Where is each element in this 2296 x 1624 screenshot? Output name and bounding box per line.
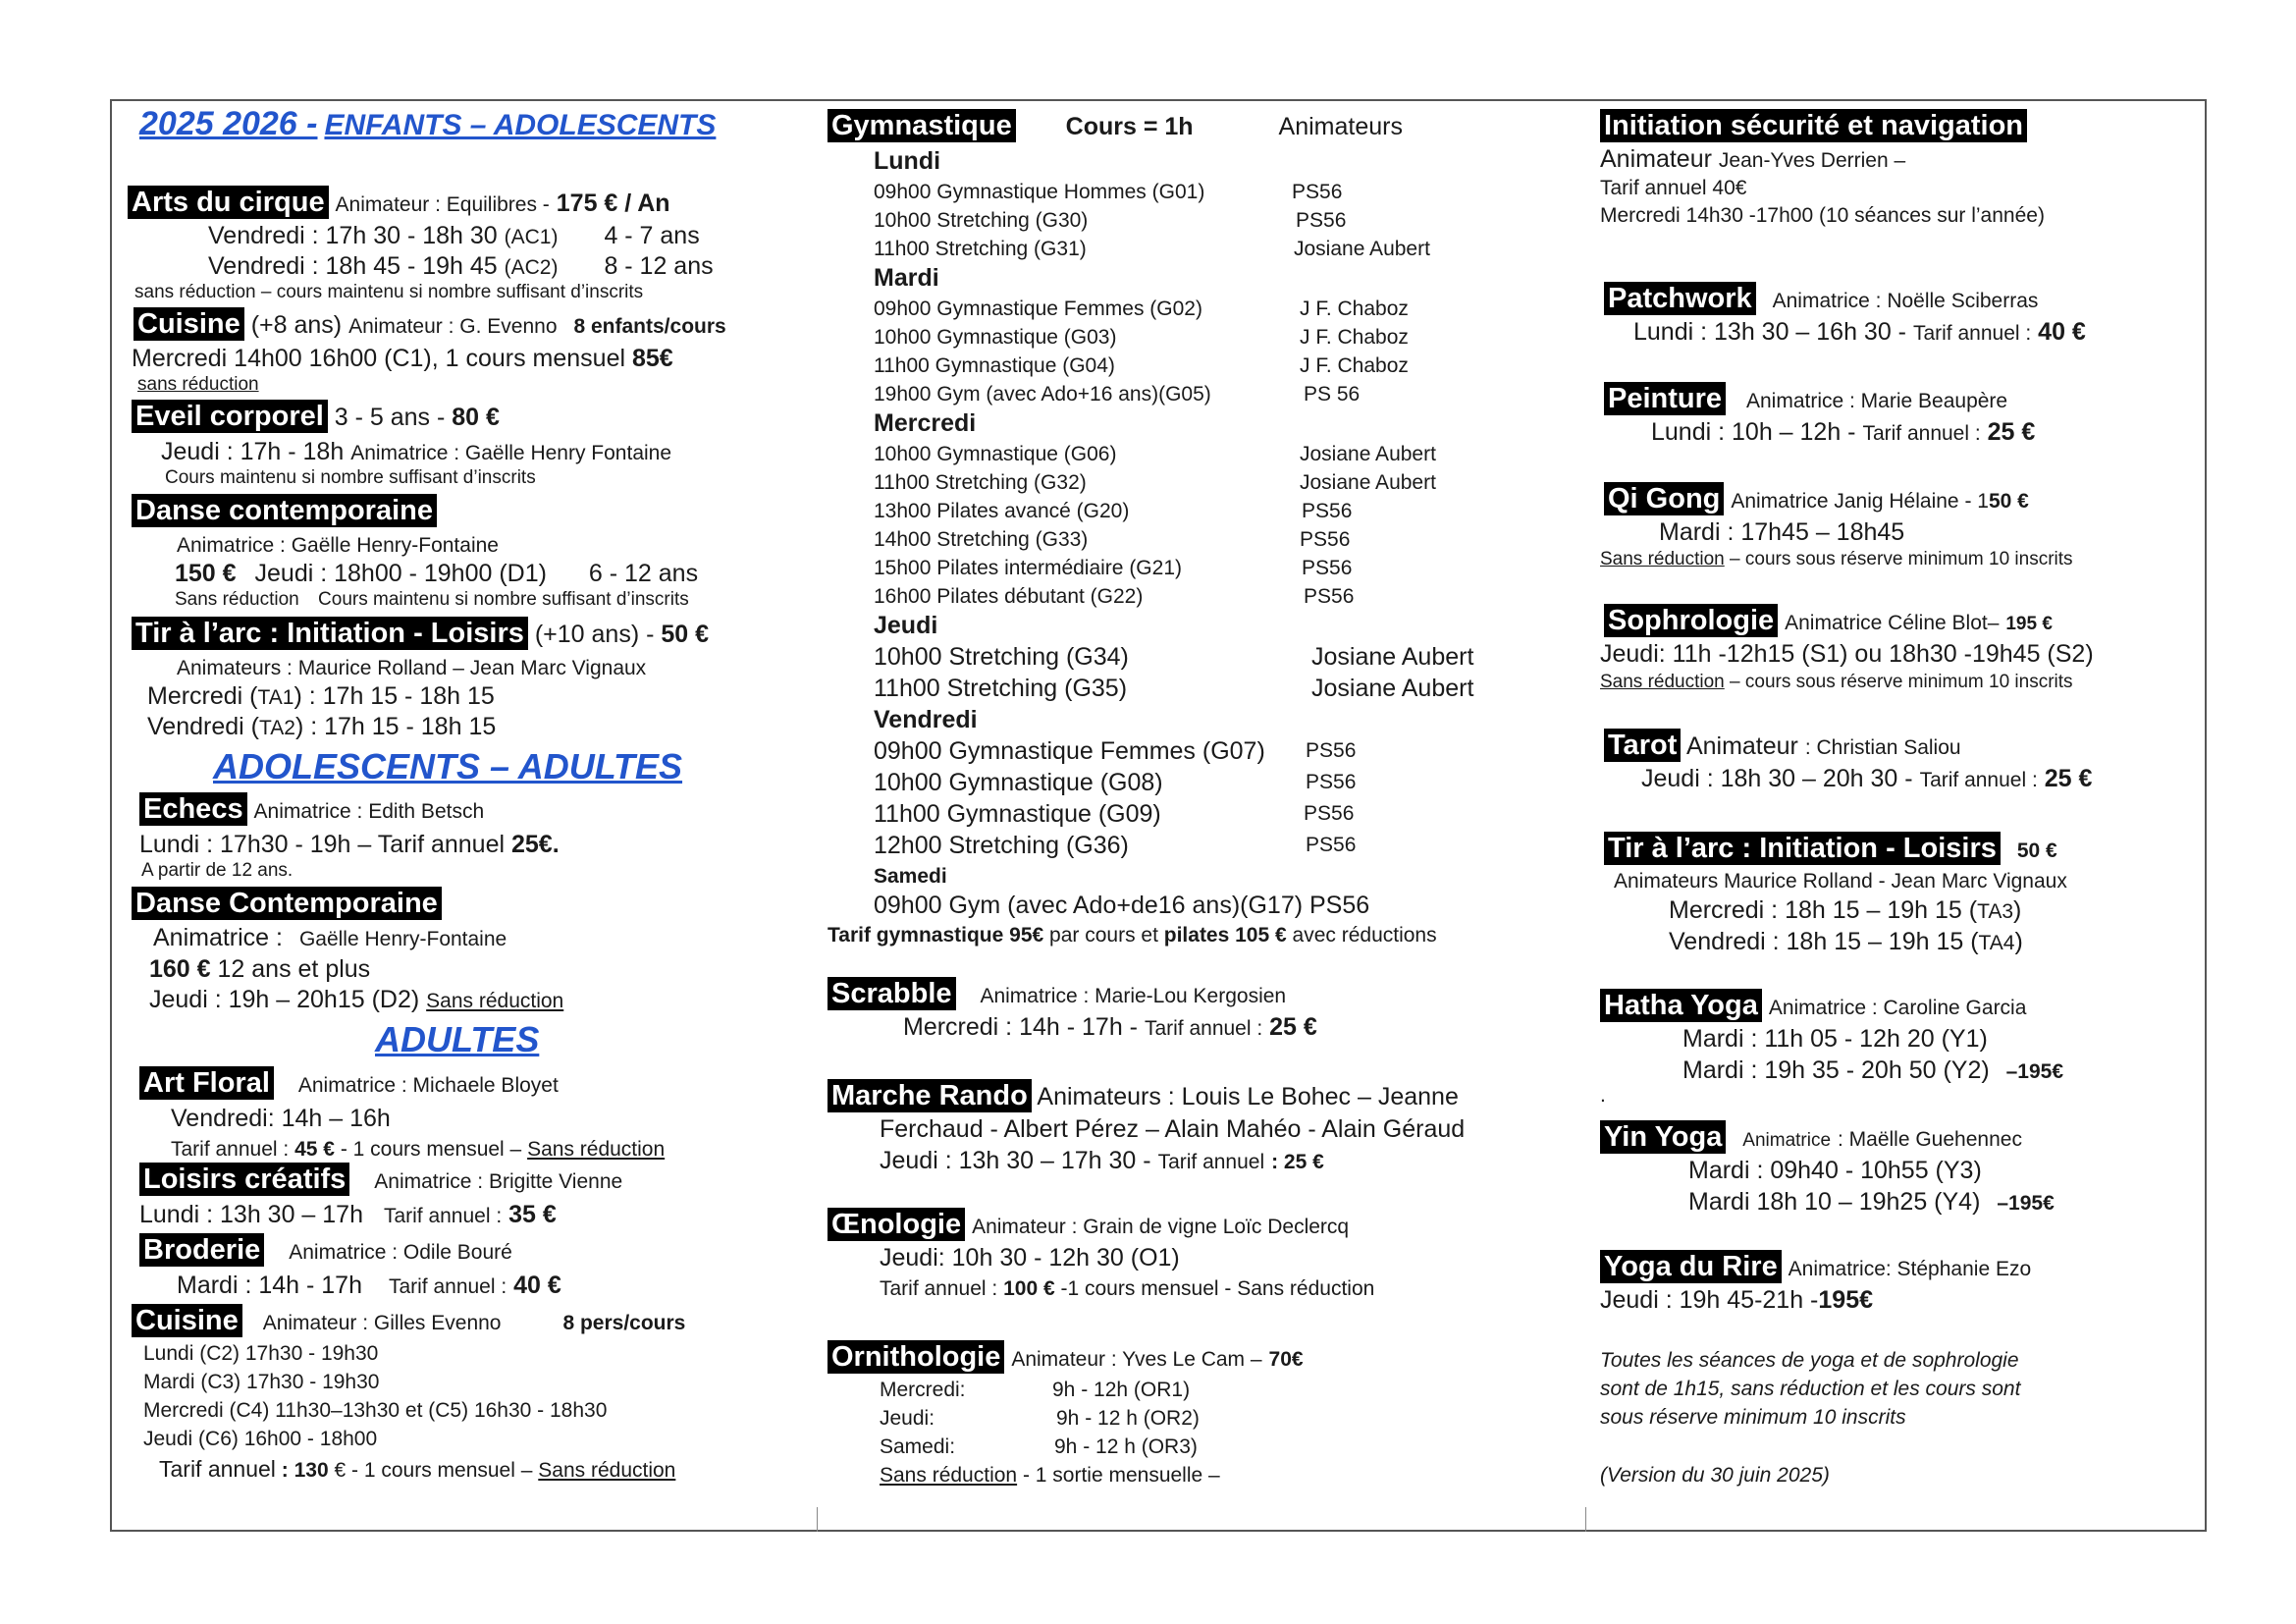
oenologie-line: Jeudi: 10h 30 - 12h 30 (O1) xyxy=(880,1244,1180,1272)
gym-class: 14h00 Stretching (G33) PS56 xyxy=(874,528,1351,551)
gym-class: 11h00 Gymnastique (G09) PS56 xyxy=(874,800,1355,828)
yoga-rire-header: Yoga du Rire Animatrice: Stéphanie Ezo xyxy=(1600,1250,2031,1284)
cuisine-adultes-header: Cuisine Animateur : Gilles Evenno 8 pers/cours xyxy=(132,1304,685,1338)
ornithologie-row: Samedi: 9h - 12 h (OR3) xyxy=(880,1435,1198,1458)
yin-yoga-line1: Mardi : 09h40 - 10h55 (Y3) xyxy=(1688,1157,1982,1184)
hatha-yoga-header: Hatha Yoga Animatrice : Caroline Garcia xyxy=(1600,989,2026,1023)
initiation-anim: Animateur Jean-Yves Derrien – xyxy=(1600,145,1906,173)
gym-class: 19h00 Gym (avec Ado+16 ans)(G05) PS 56 xyxy=(874,383,1361,406)
section-title-ado-adultes: ADOLESCENTS – ADULTES xyxy=(213,746,683,786)
qigong-line: Mardi : 17h45 – 18h45 xyxy=(1659,518,1905,546)
hatha-yoga-dot: . xyxy=(1600,1084,1606,1107)
echecs-header: Echecs Animatrice : Edith Betsch xyxy=(139,792,484,827)
gym-class: 11h00 Stretching (G35) Josiane Aubert xyxy=(874,675,1474,702)
qigong-note: Sans réduction – cours sous réserve minimum 10 inscrits xyxy=(1600,549,2073,569)
eveil-header: Eveil corporel 3 - 5 ans - 80 € xyxy=(132,400,500,433)
arts-cirque-note: sans réduction – cours maintenu si nombre suffisant d’inscrits xyxy=(134,282,644,302)
patchwork-line: Lundi : 13h 30 – 16h 30 - Tarif annuel : 40 € xyxy=(1633,318,2086,346)
yin-yoga-line2: Mardi 18h 10 – 19h25 (Y4) –195€ xyxy=(1688,1188,2055,1216)
cuisine-adultes-l4: Jeudi (C6) 16h00 - 18h00 xyxy=(143,1428,378,1450)
sophrologie-header: Sophrologie Animatrice Céline Blot– 195 € xyxy=(1604,604,2053,639)
loisirs-creatifs-line: Lundi : 13h 30 – 17h Tarif annuel : 35 € xyxy=(139,1201,557,1228)
gym-day-samedi: Samedi xyxy=(874,865,947,888)
gym-day-vendredi: Vendredi xyxy=(874,706,978,733)
echecs-line: Lundi : 17h30 - 19h – Tarif annuel 25€. xyxy=(139,831,560,858)
danse-anim: Animatrice : Gaëlle Henry-Fontaine xyxy=(177,534,499,557)
tir-adultes-anim: Animateurs Maurice Rolland - Jean Marc Vignaux xyxy=(1614,870,2067,893)
footer-note-3: sous réserve minimum 10 inscrits xyxy=(1600,1406,1906,1429)
gym-class: 09h00 Gymnastique Hommes (G01) PS56 xyxy=(874,181,1343,203)
gym-class: 15h00 Pilates intermédiaire (G21) PS56 xyxy=(874,557,1353,579)
danse-adultes-line: Jeudi : 19h – 20h15 (D2) Sans réduction xyxy=(149,986,564,1013)
gym-class: 10h00 Stretching (G34) Josiane Aubert xyxy=(874,643,1474,671)
gym-class: 09h00 Gym (avec Ado+de16 ans)(G17) PS56 xyxy=(874,892,1370,919)
yoga-rire-line: Jeudi : 19h 45-21h -195€ xyxy=(1600,1286,1874,1314)
loisirs-creatifs-header: Loisirs créatifs Animatrice : Brigitte Vienne xyxy=(139,1163,622,1197)
page-title: 2025 2026 - ENFANTS – ADOLESCENTS xyxy=(139,105,717,142)
peinture-header: Peinture Animatrice : Marie Beaupère xyxy=(1604,382,2007,416)
gym-class: 11h00 Gymnastique (G04) J F. Chaboz xyxy=(874,354,1409,377)
danse-adultes-header: Danse Contemporaine xyxy=(132,887,442,920)
gym-tarif: Tarif gymnastique 95€ par cours et pilates 105 € avec réductions xyxy=(828,924,1437,947)
gym-day-lundi: Lundi xyxy=(874,147,941,175)
gym-header: Gymnastique Cours = 1h Animateurs xyxy=(828,109,1403,142)
version-note: (Version du 30 juin 2025) xyxy=(1600,1464,1830,1487)
sophrologie-line: Jeudi: 11h -12h15 (S1) ou 18h30 -19h45 (S2) xyxy=(1600,640,2094,668)
broderie-line: Mardi : 14h - 17h Tarif annuel : 40 € xyxy=(177,1272,561,1299)
patchwork-header: Patchwork Animatrice : Noëlle Sciberras xyxy=(1604,282,2038,316)
oenologie-header: Œnologie Animateur : Grain de vigne Loïc Declercq xyxy=(828,1208,1349,1242)
gym-class: 09h00 Gymnastique Femmes (G07) PS56 xyxy=(874,737,1357,765)
footer-note-1: Toutes les séances de yoga et de sophrologie xyxy=(1600,1349,2019,1372)
gym-class: 16h00 Pilates débutant (G22) PS56 xyxy=(874,585,1355,608)
danse-adultes-anim: Animatrice : Gaëlle Henry-Fontaine xyxy=(153,924,507,951)
scrabble-header: Scrabble Animatrice : Marie-Lou Kergosien xyxy=(828,977,1286,1011)
rando-line2: Ferchaud - Albert Pérez – Alain Mahéo - Alain Géraud xyxy=(880,1115,1466,1143)
gym-class: 10h00 Gymnastique (G08) PS56 xyxy=(874,769,1357,796)
cuisine-enfants-header: Cuisine (+8 ans) Animateur : G. Evenno 8 enfants/cours xyxy=(133,307,726,342)
column-divider xyxy=(817,1507,818,1532)
tir-enfants-header: Tir à l’arc : Initiation - Loisirs (+10 ans) - 50 € xyxy=(132,617,709,650)
gym-class: 10h00 Stretching (G30) PS56 xyxy=(874,209,1347,232)
cuisine-enfants-line: Mercredi 14h00 16h00 (C1), 1 cours mensuel 85€ xyxy=(132,345,673,372)
tir-enfants-line2: Vendredi (TA2) : 17h 15 - 18h 15 xyxy=(147,713,497,740)
tir-adultes-line1: Mercredi : 18h 15 – 19h 15 (TA3) xyxy=(1669,896,2022,924)
sophrologie-note: Sans réduction – cours sous réserve minimum 10 inscrits xyxy=(1600,672,2073,692)
hatha-yoga-line1: Mardi : 11h 05 - 12h 20 (Y1) xyxy=(1682,1025,1988,1053)
tir-adultes-line2: Vendredi : 18h 15 – 19h 15 (TA4) xyxy=(1669,928,2023,955)
eveil-line: Jeudi : 17h - 18h Animatrice : Gaëlle Henry Fontaine xyxy=(161,438,672,465)
yin-yoga-header: Yin Yoga Animatrice : Maëlle Guehennec xyxy=(1600,1120,2022,1156)
qigong-header: Qi Gong Animatrice Janig Hélaine - 150 € xyxy=(1604,482,2029,516)
gym-day-jeudi: Jeudi xyxy=(874,612,938,639)
cuisine-adultes-l1: Lundi (C2) 17h30 - 19h30 xyxy=(143,1342,379,1365)
initiation-tarif: Tarif annuel 40€ xyxy=(1600,177,1747,199)
gym-class: 10h00 Gymnastique (G03) J F. Chaboz xyxy=(874,326,1409,349)
gym-class: 13h00 Pilates avancé (G20) PS56 xyxy=(874,500,1353,522)
arts-cirque-header: Arts du cirque Animateur : Equilibres - 175 € / An xyxy=(128,186,670,220)
art-floral-header: Art Floral Animatrice : Michaele Bloyet xyxy=(139,1066,559,1101)
danse-note: Sans réduction Cours maintenu si nombre suffisant d’inscrits xyxy=(175,589,689,610)
tarot-line: Jeudi : 18h 30 – 20h 30 - Tarif annuel : 25 € xyxy=(1641,765,2093,792)
rando-header: Marche Rando Animateurs : Louis Le Bohec – Jeanne xyxy=(828,1079,1459,1112)
tir-enfants-anim: Animateurs : Maurice Rolland – Jean Marc Vignaux xyxy=(177,657,647,679)
scrabble-line: Mercredi : 14h - 17h - Tarif annuel : 25 € xyxy=(903,1013,1317,1041)
cuisine-adultes-tarif: Tarif annuel : 130 € - 1 cours mensuel – Sans réduction xyxy=(159,1456,676,1482)
ornithologie-row: Mercredi: 9h - 12h (OR1) xyxy=(880,1379,1191,1401)
footer-note-2: sont de 1h15, sans réduction et les cours sont xyxy=(1600,1378,2021,1400)
gym-class: 10h00 Gymnastique (G06) Josiane Aubert xyxy=(874,443,1436,465)
gym-class: 09h00 Gymnastique Femmes (G02) J F. Chaboz xyxy=(874,298,1409,320)
ornithologie-note: Sans réduction - 1 sortie mensuelle – xyxy=(880,1464,1220,1487)
initiation-line: Mercredi 14h30 -17h00 (10 séances sur l’année) xyxy=(1600,204,2045,227)
section-title-adultes: ADULTES xyxy=(375,1019,540,1059)
peinture-line: Lundi : 10h – 12h - Tarif annuel : 25 € xyxy=(1651,418,2036,446)
art-floral-line: Vendredi: 14h – 16h xyxy=(171,1105,391,1132)
gym-class: 12h00 Stretching (G36) PS56 xyxy=(874,832,1357,859)
echecs-note: A partir de 12 ans. xyxy=(141,860,294,881)
initiation-header: Initiation sécurité et navigation xyxy=(1600,109,2027,142)
eveil-note: Cours maintenu si nombre suffisant d’inscrits xyxy=(165,467,536,488)
cuisine-adultes-l3: Mercredi (C4) 11h30–13h30 et (C5) 16h30 - 18h30 xyxy=(143,1399,608,1422)
tir-enfants-line1: Mercredi (TA1) : 17h 15 - 18h 15 xyxy=(147,682,495,710)
gym-day-mercredi: Mercredi xyxy=(874,409,977,437)
cuisine-enfants-note: sans réduction xyxy=(137,374,259,395)
column-divider xyxy=(1585,1507,1586,1532)
tarot-header: Tarot Animateur : Christian Saliou xyxy=(1604,729,1961,763)
oenologie-tarif: Tarif annuel : 100 € -1 cours mensuel - Sans réduction xyxy=(880,1277,1375,1300)
tir-adultes-header: Tir à l’arc : Initiation - Loisirs 50 € xyxy=(1604,832,2057,866)
danse-line: 150 € Jeudi : 18h00 - 19h00 (D1) 6 - 12 ans xyxy=(175,560,699,587)
danse-header: Danse contemporaine xyxy=(132,494,437,527)
gym-day-mardi: Mardi xyxy=(874,264,939,292)
ornithologie-header: Ornithologie Animateur : Yves Le Cam – 70€ xyxy=(828,1340,1304,1375)
gym-class: 11h00 Stretching (G32) Josiane Aubert xyxy=(874,471,1436,494)
art-floral-tarif: Tarif annuel : 45 € - 1 cours mensuel – Sans réduction xyxy=(171,1138,666,1161)
gym-class: 11h00 Stretching (G31) Josiane Aubert xyxy=(874,238,1430,260)
broderie-header: Broderie Animatrice : Odile Bouré xyxy=(139,1233,512,1268)
cuisine-adultes-l2: Mardi (C3) 17h30 - 19h30 xyxy=(143,1371,380,1393)
rando-line3: Jeudi : 13h 30 – 17h 30 - Tarif annuel : 25 € xyxy=(880,1147,1324,1174)
arts-cirque-line1: Vendredi : 17h 30 - 18h 30 (AC1) 4 - 7 ans xyxy=(208,222,700,249)
hatha-yoga-line2: Mardi : 19h 35 - 20h 50 (Y2) –195€ xyxy=(1682,1056,2064,1084)
danse-adultes-age: 160 € 12 ans et plus xyxy=(149,955,371,983)
arts-cirque-line2: Vendredi : 18h 45 - 19h 45 (AC2) 8 - 12 ans xyxy=(208,252,714,280)
ornithologie-row: Jeudi: 9h - 12 h (OR2) xyxy=(880,1407,1200,1430)
